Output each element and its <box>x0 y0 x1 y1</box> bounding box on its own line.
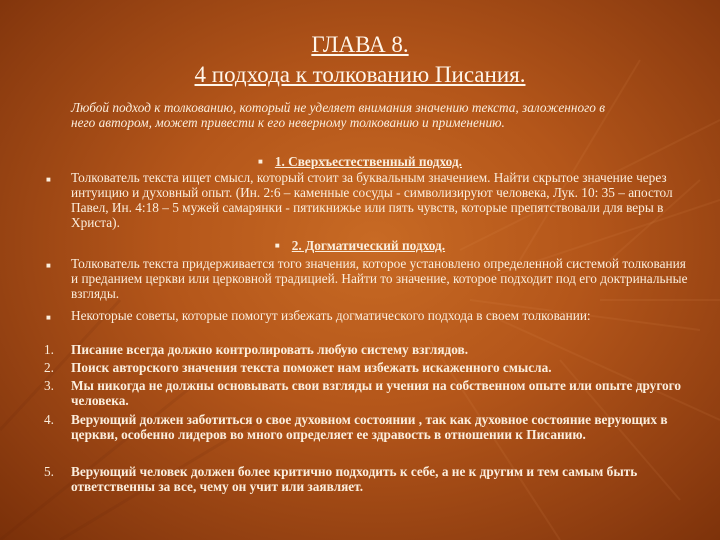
tip-item: Поиск авторского значения текста поможет нам избежать искаженного смысла. <box>71 360 552 375</box>
tip-number: 5. <box>44 464 54 479</box>
intro-text: Любой подход к толкованию, который не уделяет внимания значению текста, заложенного в него автором, может привести к его неверному толкованию и применению. <box>71 100 606 130</box>
tip-item: Мы никогда не должны основывать свои взгляды и учения на собственном опыте или опыте другого человека. <box>71 378 682 408</box>
tip-item: Писание всегда должно контролировать любую систему взглядов. <box>71 342 469 357</box>
tip-number: 3. <box>44 378 54 393</box>
bullet-square-icon: ■ <box>258 157 263 166</box>
section-heading-supernatural <box>0 154 720 171</box>
bullet-square-icon: ■ <box>46 261 51 270</box>
tip-number: 2. <box>44 360 54 375</box>
bullet-square-icon: ■ <box>46 175 51 184</box>
tip-number: 1. <box>44 342 54 357</box>
bullet-square-icon: ■ <box>274 241 280 250</box>
bullet-dogmatic: Толкователь текста придерживается того значения, которое установлено определенной системой толкования и преданием церкви или церковной традицией. Найти то значение, которое подходит под его доктринальные взгляды. <box>71 256 688 301</box>
bullet-square-icon: ■ <box>46 313 51 322</box>
section-label: 2. Догматический подход. <box>291 238 446 253</box>
section-heading-dogmatic <box>0 238 720 255</box>
slide-title <box>0 30 720 90</box>
bullet-supernatural: Толкователь текста ищет смысл, который стоит за буквальным значением. Найти скрытое значение через интуицию и духовный опыт. (Ин. 2:6 – каменные сосуды - символизируют человека, Лук. 10: 35 – апостол Павел, Ин. 4:18 – 5 мужей самарянки - пятикнижье или пять чувств, которые препятствовали для веры в Христа). <box>71 170 673 230</box>
tip-item: Верующий должен заботиться о свое духовном состоянии , так как духовное состояние верующих в церкви, особенно лидеров во много определяет ее здравость в отношении к Писанию. <box>71 412 668 442</box>
section-label: 1. Сверхъестественный подход. <box>274 154 462 169</box>
tip-number: 4. <box>44 412 54 427</box>
title-chapter: ГЛАВА 8. <box>311 32 409 57</box>
tip-item: Верующий человек должен более критично подходить к себе, а не к другим и тем самым быть ответственны за все, чему он учит или заявляет. <box>71 464 638 494</box>
bullet-tips-intro: Некоторые советы, которые помогут избежать догматического подхода в своем толковании: <box>71 308 591 323</box>
title-heading: 4 подхода к толкованию Писания. <box>194 62 526 87</box>
